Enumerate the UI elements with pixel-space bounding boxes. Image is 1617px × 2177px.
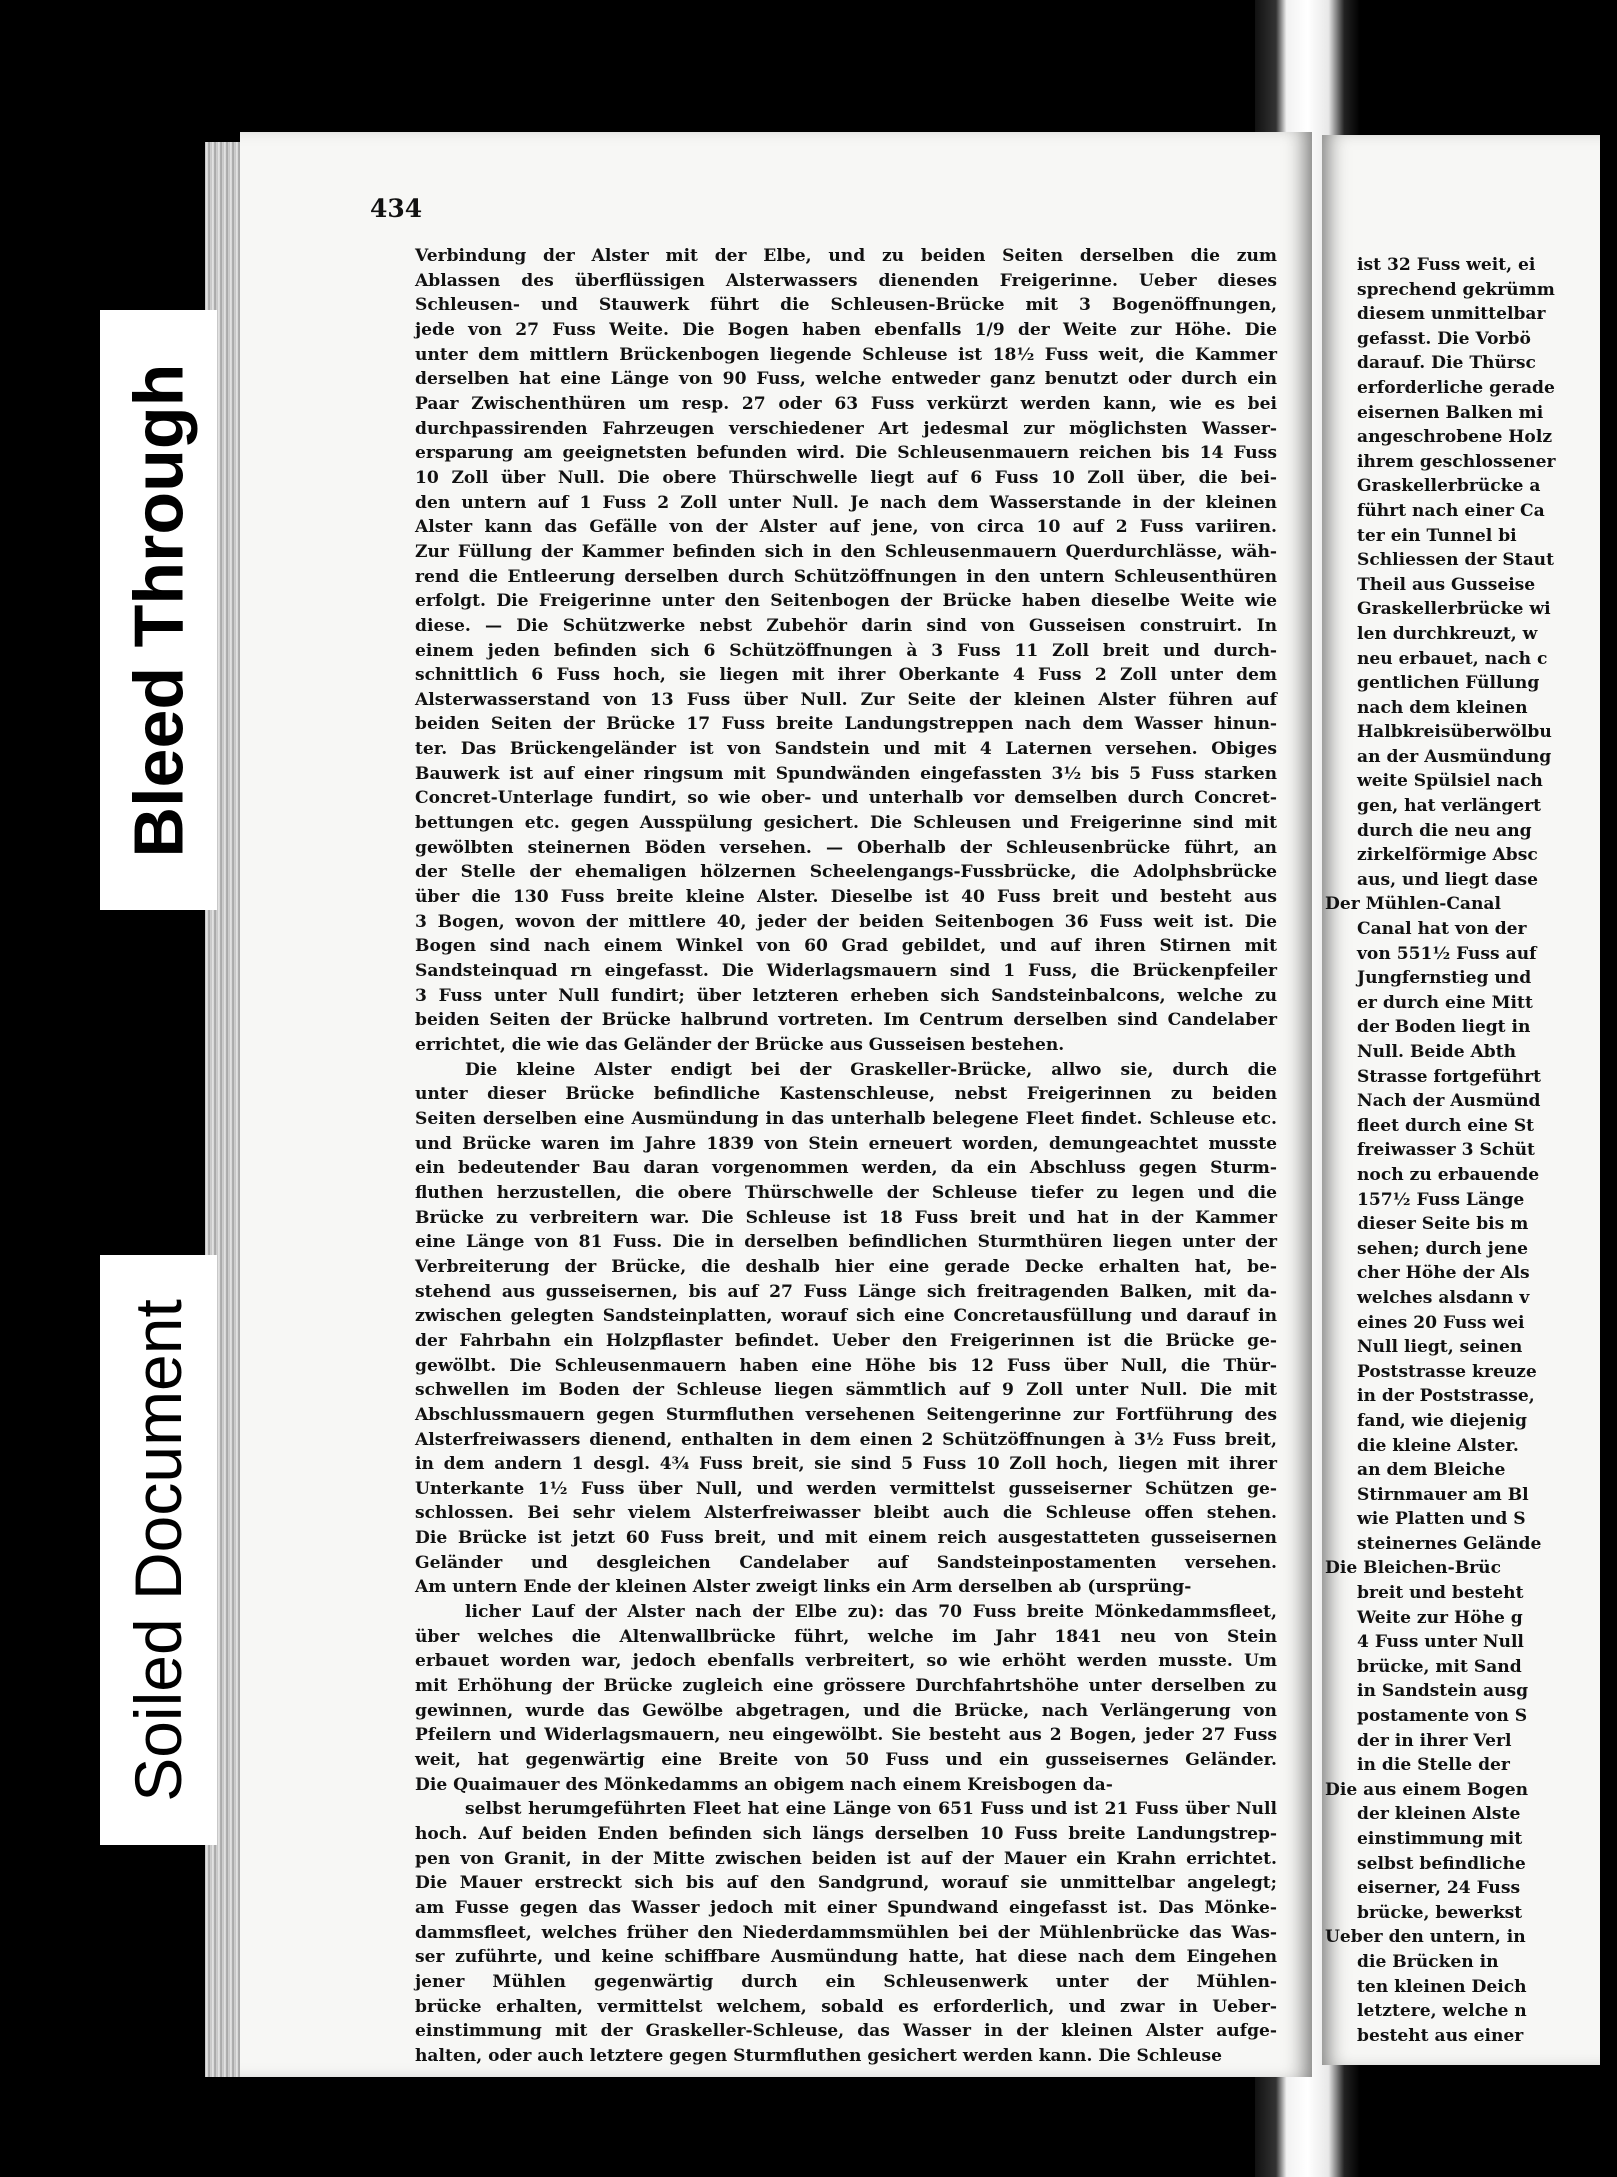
right-text-line: Theil aus Gusseise — [1357, 574, 1536, 595]
right-text-line: eiserner, 24 Fuss — [1357, 1878, 1521, 1899]
text-line: über die 130 Fuss breite kleine Alster. Dieselbe ist 40 Fuss breit und besteht aus — [415, 887, 1277, 908]
text-line: beiden Seiten der Brücke 17 Fuss breite Landungstreppen nach dem Wasser hinun- — [415, 714, 1277, 735]
text-line: Seiten derselben eine Ausmündung in das unterhalb belegene Fleet findet. Schleuse etc. — [415, 1108, 1277, 1129]
right-text-line: Graskellerbrücke wi — [1357, 599, 1551, 620]
right-text-line: eines 20 Fuss wei — [1357, 1312, 1525, 1333]
text-line: hoch. Auf beiden Enden befinden sich längs derselben 10 Fuss breite Landungstrep- — [415, 1824, 1277, 1844]
text-line: Concret-Unterlage fundirt, so wie ober- und unterhalb vor demselben durch Concret- — [415, 788, 1277, 809]
background-top — [0, 0, 1600, 140]
right-text-line: sprechend gekrümm — [1357, 279, 1555, 300]
text-line: jede von 27 Fuss Weite. Die Bogen haben ebenfalls 1/9 der Weite zur Höhe. Die — [415, 319, 1277, 340]
right-text-line: ter ein Tunnel bi — [1357, 525, 1517, 546]
right-text-line: Der Mühlen-Canal — [1325, 894, 1502, 915]
text-line: in dem andern 1 desgl. 4¾ Fuss breit, sie sind 5 Fuss 10 Zoll hoch, liegen mit ihrer — [415, 1454, 1277, 1475]
right-text-line: er durch eine Mitt — [1357, 992, 1533, 1013]
text-line: stehend aus gusseisernen, bis auf 27 Fuss Länge sich freitragenden Balken, mit da- — [415, 1281, 1277, 1302]
text-line: halten, oder auch letztere gegen Sturmfluthen gesichert werden kann. Die Schleuse — [415, 2045, 1222, 2066]
right-text-line: Strasse fortgeführt — [1357, 1066, 1541, 1087]
text-line: unter dem mittlern Brückenbogen liegende Schleuse ist 18½ Fuss weit, die Kammer — [415, 344, 1277, 365]
text-line: errichtet, die wie das Geländer der Brücke aus Gusseisen bestehen. — [415, 1035, 1065, 1055]
right-text-line: führt nach einer Ca — [1357, 500, 1545, 521]
text-line: Alsterfreiwassers dienend, enthalten in dem einen 2 Schützöffnungen à 3½ Fuss breit, — [415, 1429, 1277, 1450]
text-line: zwischen gelegten Sandsteinplatten, worauf sich eine Concretausfüllung und darauf in — [415, 1306, 1277, 1327]
text-line: durchpassirenden Fahrzeugen verschiedener Art jedesmal zur möglichsten Wasser- — [415, 418, 1277, 439]
right-text-line: gentlichen Füllung — [1357, 673, 1540, 694]
text-line: Die Mauer erstreckt sich bis auf den Sandgrund, worauf sie unmittelbar angelegt; — [415, 1873, 1277, 1894]
text-line: Paar Zwischenthüren um resp. 27 oder 63 Fuss verkürzt werden kann, wie es bei — [415, 393, 1277, 414]
right-text-line: ist 32 Fuss weit, ei — [1357, 255, 1536, 275]
text-line: ein bedeutender Bau daran vorgenommen werden, da ein Abschluss gegen Sturm- — [415, 1158, 1277, 1179]
right-text-line: nach dem kleinen — [1357, 697, 1528, 718]
page-number: 434 — [370, 194, 423, 223]
text-line: der Stelle der ehemaligen hölzernen Scheelengangs-Fussbrücke, die Adolphsbrücke — [415, 862, 1277, 883]
text-line: licher Lauf der Alster nach der Elbe zu): das 70 Fuss breite Mönkedammsfleet, — [465, 1602, 1277, 1623]
right-text-line: die Brücken in — [1357, 1951, 1499, 1972]
right-text-line: der Boden liegt in — [1357, 1017, 1531, 1038]
right-text-line: die kleine Alster. — [1357, 1435, 1519, 1456]
text-line: mit Erhöhung der Brücke zugleich eine grössere Durchfahrtshöhe unter derselben zu — [415, 1676, 1277, 1697]
right-text-line: fleet durch eine St — [1357, 1115, 1535, 1136]
right-text-line: selbst befindliche — [1357, 1853, 1526, 1874]
text-line: Zur Füllung der Kammer befinden sich in den Schleusenmauern Querdurchlässe, wäh- — [415, 541, 1277, 562]
text-line: und Brücke waren im Jahre 1839 von Stein erneuert worden, demungeachtet musste — [415, 1133, 1277, 1154]
text-line: über welches die Altenwallbrücke führt, welche im Jahr 1841 neu von Stein — [415, 1626, 1277, 1647]
text-line: Bauwerk ist auf einer ringsum mit Spundwänden eingefassten 3½ bis 5 Fuss starken — [415, 763, 1277, 784]
text-line: fluthen herzustellen, die obere Thürschwelle der Schleuse tiefer zu legen und die — [415, 1182, 1277, 1203]
right-text-line: von 551½ Fuss auf — [1357, 943, 1537, 964]
text-line: Sandsteinquad rn eingefasst. Die Widerlagsmauern sind 1 Fuss, die Brückenpfeiler — [415, 961, 1277, 982]
text-line: Verbreiterung der Brücke, die deshalb hier eine gerade Decke erhalten hat, be- — [415, 1256, 1277, 1277]
text-line: schwellen im Boden der Schleuse liegen sämmtlich auf 9 Zoll unter Null. Die mit — [415, 1380, 1277, 1401]
text-line: einem jeden befinden sich 6 Schützöffnungen à 3 Fuss 11 Zoll breit und durch- — [415, 640, 1277, 661]
right-text-line: besteht aus einer — [1357, 2025, 1524, 2046]
right-text-line: Ueber den untern, in — [1325, 1927, 1526, 1948]
text-line: rend die Entleerung derselben durch Schützöffnungen in den untern Schleusenthüren — [415, 566, 1277, 587]
right-text-line: Poststrasse kreuze — [1357, 1361, 1537, 1382]
text-line: Brücke zu verbreitern war. Die Schleuse ist 18 Fuss breit und hat in der Kammer — [415, 1207, 1277, 1228]
right-text-line: breit und besteht — [1357, 1583, 1524, 1604]
text-line: ser zuführte, und keine schiffbare Ausmündung hatte, hat diese nach dem Eingehen — [415, 1947, 1277, 1968]
text-line: Die Brücke ist jetzt 60 Fuss breit, und mit einem reich ausgestatteten gusseisernen — [415, 1528, 1277, 1549]
right-text-line: fand, wie diejenig — [1357, 1410, 1528, 1431]
right-text-line: weite Spülsiel nach — [1357, 771, 1543, 792]
right-text-line: darauf. Die Thürsc — [1357, 353, 1536, 374]
label-soiled-document-text: Soiled Document — [121, 1298, 196, 1802]
right-text-line: noch zu erbauende — [1357, 1164, 1540, 1185]
text-line: brücke erhalten, vermittelst welchem, sobald es erforderlich, und zwar in Ueber- — [415, 1996, 1277, 2017]
text-line: weit, hat gegenwärtig eine Breite von 50 Fuss und ein gusseisernes Geländer. — [415, 1750, 1277, 1771]
label-soiled-document — [100, 1255, 217, 1845]
right-page-text — [1325, 253, 1617, 2053]
text-line: schlossen. Bei sehr vielem Alsterfreiwasser bleibt auch die Schleuse offen stehen. — [415, 1503, 1277, 1524]
right-text-line: neu erbauet, nach c — [1357, 648, 1548, 669]
right-text-line: in der Poststrasse, — [1357, 1386, 1535, 1407]
right-text-line: diesem unmittelbar — [1357, 304, 1546, 325]
text-line: Die Quaimauer des Mönkedamms an obigem nach einem Kreisbogen da- — [415, 1774, 1113, 1795]
text-line: gewölbt. Die Schleusenmauern haben eine Höhe bis 12 Fuss über Null, die Thür- — [415, 1355, 1277, 1376]
right-text-line: postamente von S — [1357, 1706, 1528, 1727]
text-line: 3 Bogen, wovon der mittlere 40, jeder der beiden Seitenbogen 36 Fuss weit ist. Die — [415, 911, 1277, 932]
right-text-line: in die Stelle der — [1357, 1755, 1510, 1776]
right-text-line: 157½ Fuss Länge — [1357, 1189, 1525, 1210]
text-line: Geländer und desgleichen Candelaber auf Sandsteinpostamenten versehen. — [415, 1552, 1277, 1573]
text-line: Bogen sind nach einem Winkel von 60 Grad gebildet, und auf ihren Stirnen mit — [415, 936, 1277, 957]
text-line: 3 Fuss unter Null fundirt; über letzteren erheben sich Sandsteinbalcons, welche zu — [415, 985, 1277, 1006]
text-line: ersparung am geeignetsten befunden wird. Die Schleusenmauern reichen bis 14 Fuss — [415, 443, 1277, 464]
right-text-line: angeschrobene Holz — [1357, 427, 1553, 448]
right-text-line: len durchkreuzt, w — [1357, 623, 1538, 644]
text-line: 10 Zoll über Null. Die obere Thürschwelle liegt auf 6 Fuss 10 Zoll über, die bei- — [415, 467, 1277, 488]
right-text-line: Die Bleichen-Brüc — [1325, 1558, 1501, 1579]
right-text-line: Weite zur Höhe g — [1357, 1607, 1523, 1628]
left-page — [240, 132, 1312, 2077]
text-line: Pfeilern und Widerlagsmauern, neu eingewölbt. Sie besteht aus 2 Bogen, jeder 27 Fuss — [415, 1725, 1277, 1746]
text-line: Unterkante 1½ Fuss über Null, und werden vermittelst gusseiserner Schützen ge- — [415, 1478, 1277, 1499]
right-text-line: gen, hat verlängert — [1357, 796, 1542, 817]
right-text-line: aus, und liegt dase — [1357, 869, 1538, 890]
text-line: Alsterwasserstand von 13 Fuss über Null. Zur Seite der kleinen Alster führen auf — [415, 689, 1277, 710]
label-bleed-through — [100, 310, 217, 910]
right-text-line: Schliessen der Staut — [1357, 550, 1554, 571]
text-line: Abschlussmauern gegen Sturmfluthen versehenen Seitengerinne zur Fortführung des — [415, 1404, 1277, 1425]
text-line: schnittlich 6 Fuss hoch, sie liegen mit ihrer Oberkante 4 Fuss 2 Zoll unter dem — [415, 665, 1277, 686]
right-text-line: ihrem geschlossener — [1357, 451, 1556, 472]
text-line: bettungen etc. gegen Ausspülung gesichert. Die Schleusen und Freigerinne sind mit — [415, 813, 1277, 834]
text-line: Ablassen des überflüssigen Alsterwassers dienenden Freigerinne. Ueber dieses — [415, 270, 1277, 291]
right-text-line: letztere, welche n — [1357, 2001, 1527, 2022]
right-text-line: dieser Seite bis m — [1357, 1214, 1529, 1235]
right-text-line: Jungfernstieg und — [1357, 968, 1532, 989]
right-text-line: Halbkreisüberwölbu — [1357, 722, 1552, 743]
right-text-line: 4 Fuss unter Null — [1357, 1632, 1524, 1653]
text-line: beiden Seiten der Brücke halbrund vortreten. Im Centrum derselben sind Candelaber — [415, 1010, 1277, 1031]
right-text-line: sehen; durch jene — [1357, 1238, 1529, 1259]
right-text-line: brücke, bewerkst — [1357, 1902, 1523, 1923]
right-text-line: eisernen Balken mi — [1357, 402, 1544, 423]
text-line: Schleusen- und Stauwerk führt die Schleusen-Brücke mit 3 Bogenöffnungen, — [415, 295, 1277, 316]
right-text-line: Null. Beide Abth — [1357, 1042, 1517, 1062]
text-line: derselben hat eine Länge von 90 Fuss, welche entweder ganz benutzt oder durch ein — [415, 369, 1277, 390]
text-line: gewölbten steinernen Böden versehen. — Oberhalb der Schleusenbrücke führt, an — [415, 837, 1277, 858]
right-text-line: Null liegt, seinen — [1357, 1337, 1523, 1358]
text-line: ter. Das Brückengeländer ist von Sandstein und mit 4 Laternen versehen. Obiges — [415, 739, 1277, 760]
right-text-line: freiwasser 3 Schüt — [1357, 1140, 1535, 1161]
text-line: dammsfleet, welches früher den Niederdammsmühlen bei der Mühlenbrücke das Was- — [415, 1922, 1277, 1943]
right-text-line: Graskellerbrücke a — [1357, 476, 1541, 497]
right-text-line: an der Ausmündung — [1357, 746, 1552, 767]
text-line: Am untern Ende der kleinen Alster zweigt links ein Arm derselben ab (ursprüng- — [415, 1577, 1192, 1598]
right-text-line: brücke, mit Sand — [1357, 1656, 1522, 1677]
right-text-line: der in ihrer Verl — [1357, 1730, 1512, 1751]
text-line: einstimmung mit der Graskeller-Schleuse, das Wasser in der kleinen Alster aufge- — [415, 2021, 1277, 2042]
right-text-line: wie Platten und S — [1357, 1509, 1526, 1530]
right-text-line: der kleinen Alste — [1357, 1804, 1521, 1825]
text-line: jener Mühlen gegenwärtig durch ein Schleusenwerk unter der Mühlen- — [415, 1971, 1277, 1992]
right-text-line: ten kleinen Deich — [1357, 1976, 1527, 1997]
right-text-line: in Sandstein ausg — [1357, 1681, 1529, 1702]
right-text-line: gefasst. Die Vorbö — [1357, 328, 1531, 349]
right-text-line: zirkelförmige Absc — [1357, 845, 1538, 866]
right-text-line: steinernes Gelände — [1357, 1533, 1542, 1554]
right-text-line: Nach der Ausmünd — [1357, 1091, 1541, 1112]
text-line: am Fusse gegen das Wasser jedoch mit einer Spundwand eingefasst ist. Das Mönke- — [415, 1897, 1277, 1918]
right-text-line: durch die neu ang — [1357, 820, 1532, 841]
text-line: den untern auf 1 Fuss 2 Zoll unter Null. Je nach dem Wasserstande in der kleinen — [415, 492, 1277, 513]
right-text-line: erforderliche gerade — [1357, 377, 1555, 398]
text-line: Verbindung der Alster mit der Elbe, und zu beiden Seiten derselben die zum — [415, 246, 1277, 266]
text-line: pen von Granit, in der Mitte zwischen beiden ist auf der Mauer ein Krahn errichtet. — [415, 1848, 1277, 1869]
text-line: eine Länge von 81 Fuss. Die in derselben befindlichen Sturmthüren liegen unter der — [415, 1232, 1277, 1253]
text-line: Die kleine Alster endigt bei der Graskeller-Brücke, allwo sie, durch die — [465, 1059, 1277, 1080]
right-text-line: Stirnmauer am Bl — [1357, 1484, 1529, 1505]
text-line: unter dieser Brücke befindliche Kastenschleuse, nebst Freigerinnen zu beiden — [415, 1084, 1277, 1105]
label-bleed-through-text: Bleed Through — [119, 363, 197, 857]
page-text — [415, 244, 1277, 2066]
text-line: gewinnen, wurde das Gewölbe abgetragen, und die Brücke, nach Verlängerung von — [415, 1700, 1277, 1721]
right-text-line: cher Höhe der Als — [1357, 1263, 1530, 1284]
right-text-line: Canal hat von der — [1357, 919, 1527, 940]
text-line: diese. — Die Schützwerke nebst Zubehör darin sind von Gusseisen construirt. In — [415, 615, 1277, 636]
text-line: der Fahrbahn ein Holzpflaster befindet. Ueber den Freigerinnen ist die Brücke ge- — [415, 1330, 1277, 1351]
right-text-line: welches alsdann v — [1357, 1287, 1530, 1308]
right-page — [1322, 135, 1600, 2065]
text-line: erbauet worden war, jedoch ebenfalls verbreitert, so wie erhöht werden musste. Um — [415, 1651, 1277, 1672]
right-text-line: Die aus einem Bogen — [1325, 1779, 1529, 1800]
right-text-line: an dem Bleiche — [1357, 1460, 1506, 1481]
text-line: Alster kann das Gefälle von der Alster auf jene, von circa 10 auf 2 Fuss variiren. — [415, 517, 1277, 538]
text-line: erfolgt. Die Freigerinne unter den Seitenbogen der Brücke haben dieselbe Weite wie — [415, 591, 1277, 612]
text-line: selbst herumgeführten Fleet hat eine Länge von 651 Fuss und ist 21 Fuss über Null — [465, 1799, 1277, 1820]
right-text-line: einstimmung mit — [1357, 1829, 1523, 1849]
